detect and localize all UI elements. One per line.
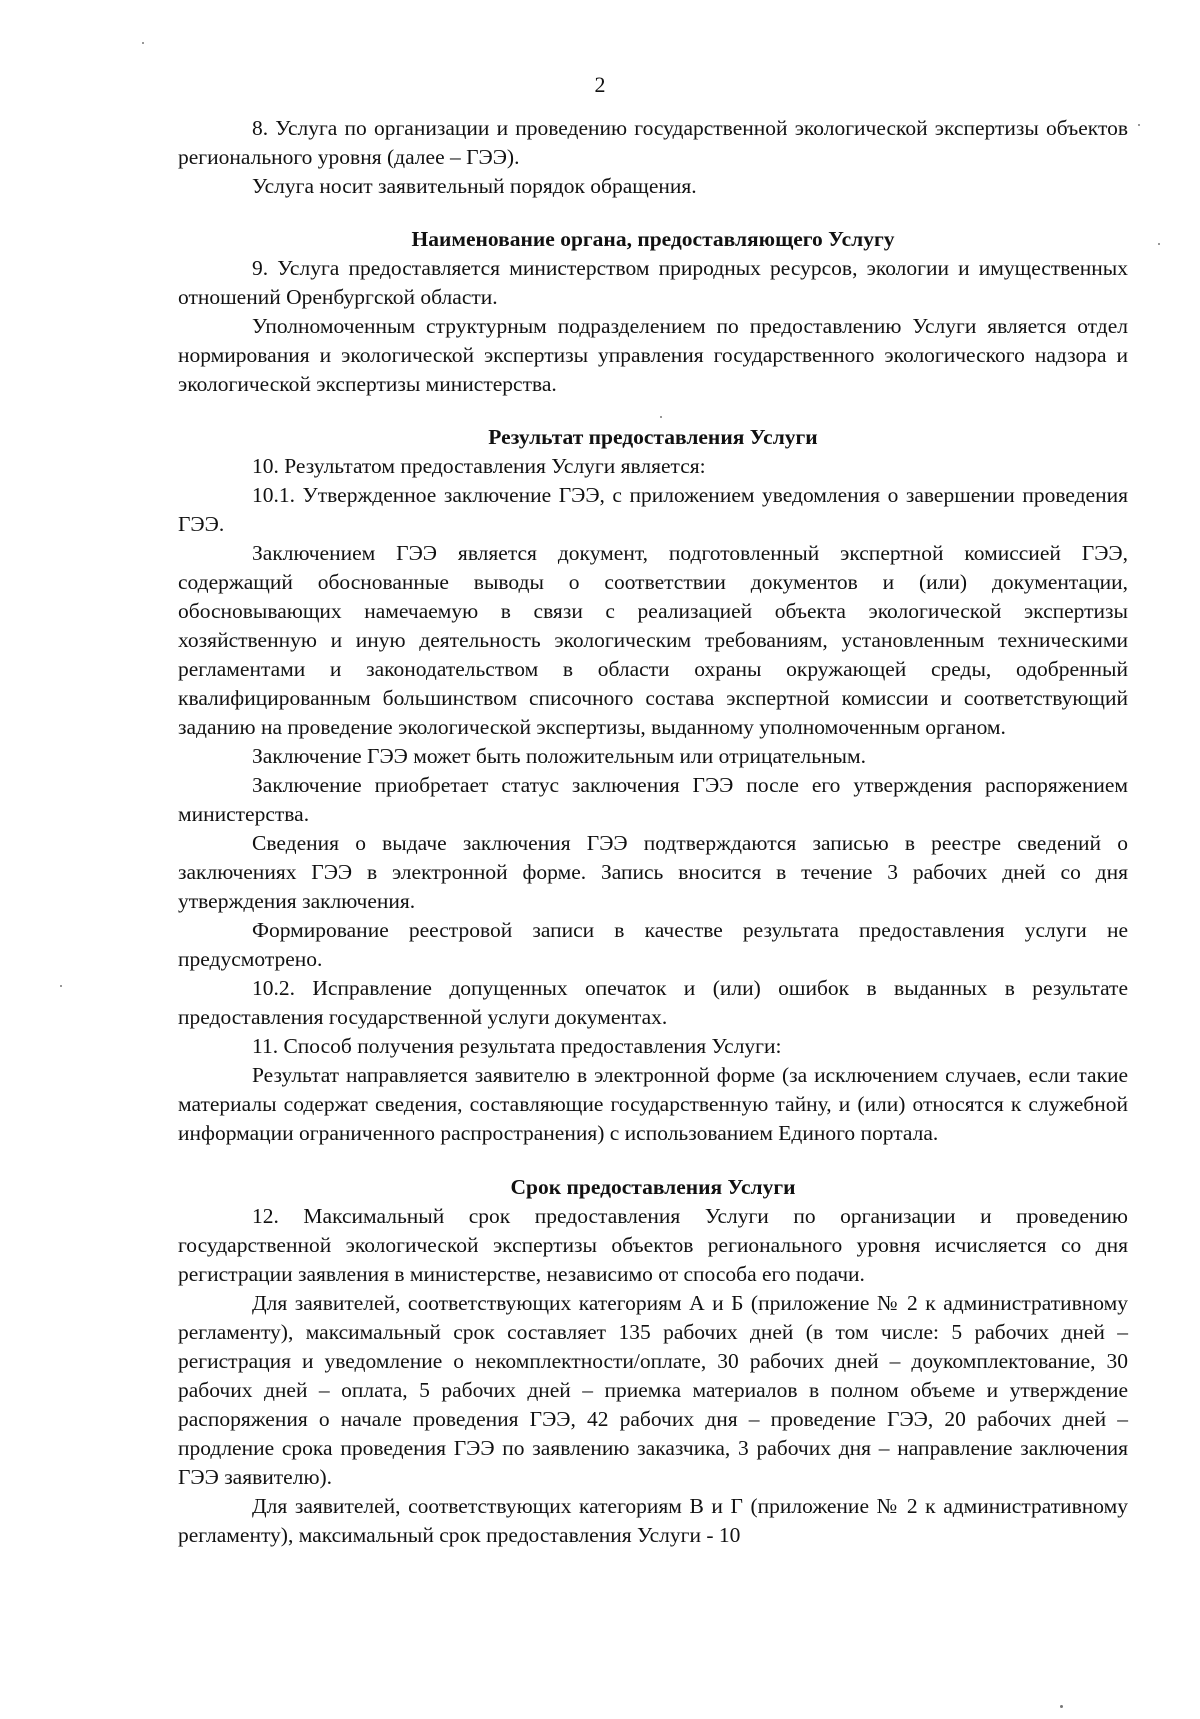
paragraph-10: 10. Результатом предоставления Услуги является: — [252, 454, 706, 478]
paragraph-9: 9. Услуга предоставляется министерством природных ресурсов, экологии и имущественных отношений Оренбургской области. — [178, 256, 1128, 309]
section-heading-authority: Наименование органа, предоставляющего Услугу — [411, 227, 895, 251]
paragraph-12: 12. Максимальный срок предоставления Услуги по организации и проведению государственной экологической экспертизы объектов регионального уровня исчисляется со дня регистрации заявления в министерстве, независимо от способа его подачи. — [178, 1204, 1128, 1286]
section-heading-result: Результат предоставления Услуги — [488, 425, 818, 449]
scan-speck — [1138, 124, 1140, 126]
paragraph-conclusion-status: Заключение приобретает статус заключения ГЭЭ после его утверждения распоряжением министерства. — [178, 773, 1128, 826]
scan-speck — [60, 985, 62, 987]
scan-speck — [142, 42, 144, 44]
paragraph-10-2: 10.2. Исправление допущенных опечаток и (или) ошибок в выданных в результате предоставления государственной услуги документах. — [178, 976, 1128, 1029]
scan-speck — [1060, 1705, 1063, 1708]
paragraph-conclusion-types: Заключение ГЭЭ может быть положительным или отрицательным. — [252, 744, 866, 768]
paragraph-registry-not-provided: Формирование реестровой записи в качестве результата предоставления услуги не предусмотрено. — [178, 918, 1128, 971]
scan-speck — [1158, 243, 1160, 245]
paragraph-categories-v-g: Для заявителей, соответствующих категориям В и Г (приложение № 2 к административному регламенту), максимальный срок предоставления Услуги - 10 — [178, 1494, 1128, 1547]
paragraph-8: 8. Услуга по организации и проведению государственной экологической экспертизы объектов регионального уровня (далее – ГЭЭ). — [178, 116, 1128, 169]
paragraph-registry-record: Сведения о выдаче заключения ГЭЭ подтверждаются записью в реестре сведений о заключениях ГЭЭ в электронной форме. Запись вносится в течение 3 рабочих дней со дня утверждения заключения. — [178, 831, 1128, 913]
paragraph-categories-a-b: Для заявителей, соответствующих категориям А и Б (приложение № 2 к административному регламенту), максимальный срок составляет 135 рабочих дней (в том числе: 5 рабочих дней – регистрация и уведомление о некомплектности/оплате, 30 рабочих дней – доукомплектование, 30 рабочих дней – оплата, 5 рабочих дней – приемка материалов в полном объеме и утверждение распоряжения о начале проведения ГЭЭ, 42 рабочих дня – проведение ГЭЭ, 20 рабочих дней – продление срока проведения ГЭЭ по заявлению заказчика, 3 рабочих дня – направление заключения ГЭЭ заявителю). — [178, 1291, 1128, 1489]
document-body — [178, 114, 1128, 1550]
section-heading-term: Срок предоставления Услуги — [510, 1175, 796, 1199]
scan-speck — [660, 416, 662, 418]
paragraph-conclusion-definition: Заключением ГЭЭ является документ, подготовленный экспертной комиссией ГЭЭ, содержащий обоснованные выводы о соответствии документов и (или) документации, обосновывающих намечаемую в связи с реализацией объекта экологической экспертизы хозяйственную и иную деятельность экологическим требованиям, установленным техническими регламентами и законодательством в области охраны окружающей среды, одобренный квалифицированным большинством списочного состава экспертной комиссии и соответствующий заданию на проведение экологической экспертизы, выданному уполномоченным органом. — [178, 541, 1128, 739]
paragraph-10-1: 10.1. Утвержденное заключение ГЭЭ, с приложением уведомления о завершении проведения ГЭЭ. — [178, 483, 1128, 536]
paragraph-application-order: Услуга носит заявительный порядок обращения. — [252, 174, 697, 198]
paragraph-result-delivery: Результат направляется заявителю в электронной форме (за исключением случаев, если такие материалы содержат сведения, составляющие государственную тайну, и (или) относятся к служебной информации ограниченного распространения) с использованием Единого портала. — [178, 1063, 1128, 1145]
paragraph-11: 11. Способ получения результата предоставления Услуги: — [252, 1034, 782, 1058]
page-number: 2 — [594, 72, 606, 97]
paragraph-authorized-unit: Уполномоченным структурным подразделением по предоставлению Услуги является отдел нормирования и экологической экспертизы управления государственного экологического надзора и экологической экспертизы министерства. — [178, 314, 1128, 396]
